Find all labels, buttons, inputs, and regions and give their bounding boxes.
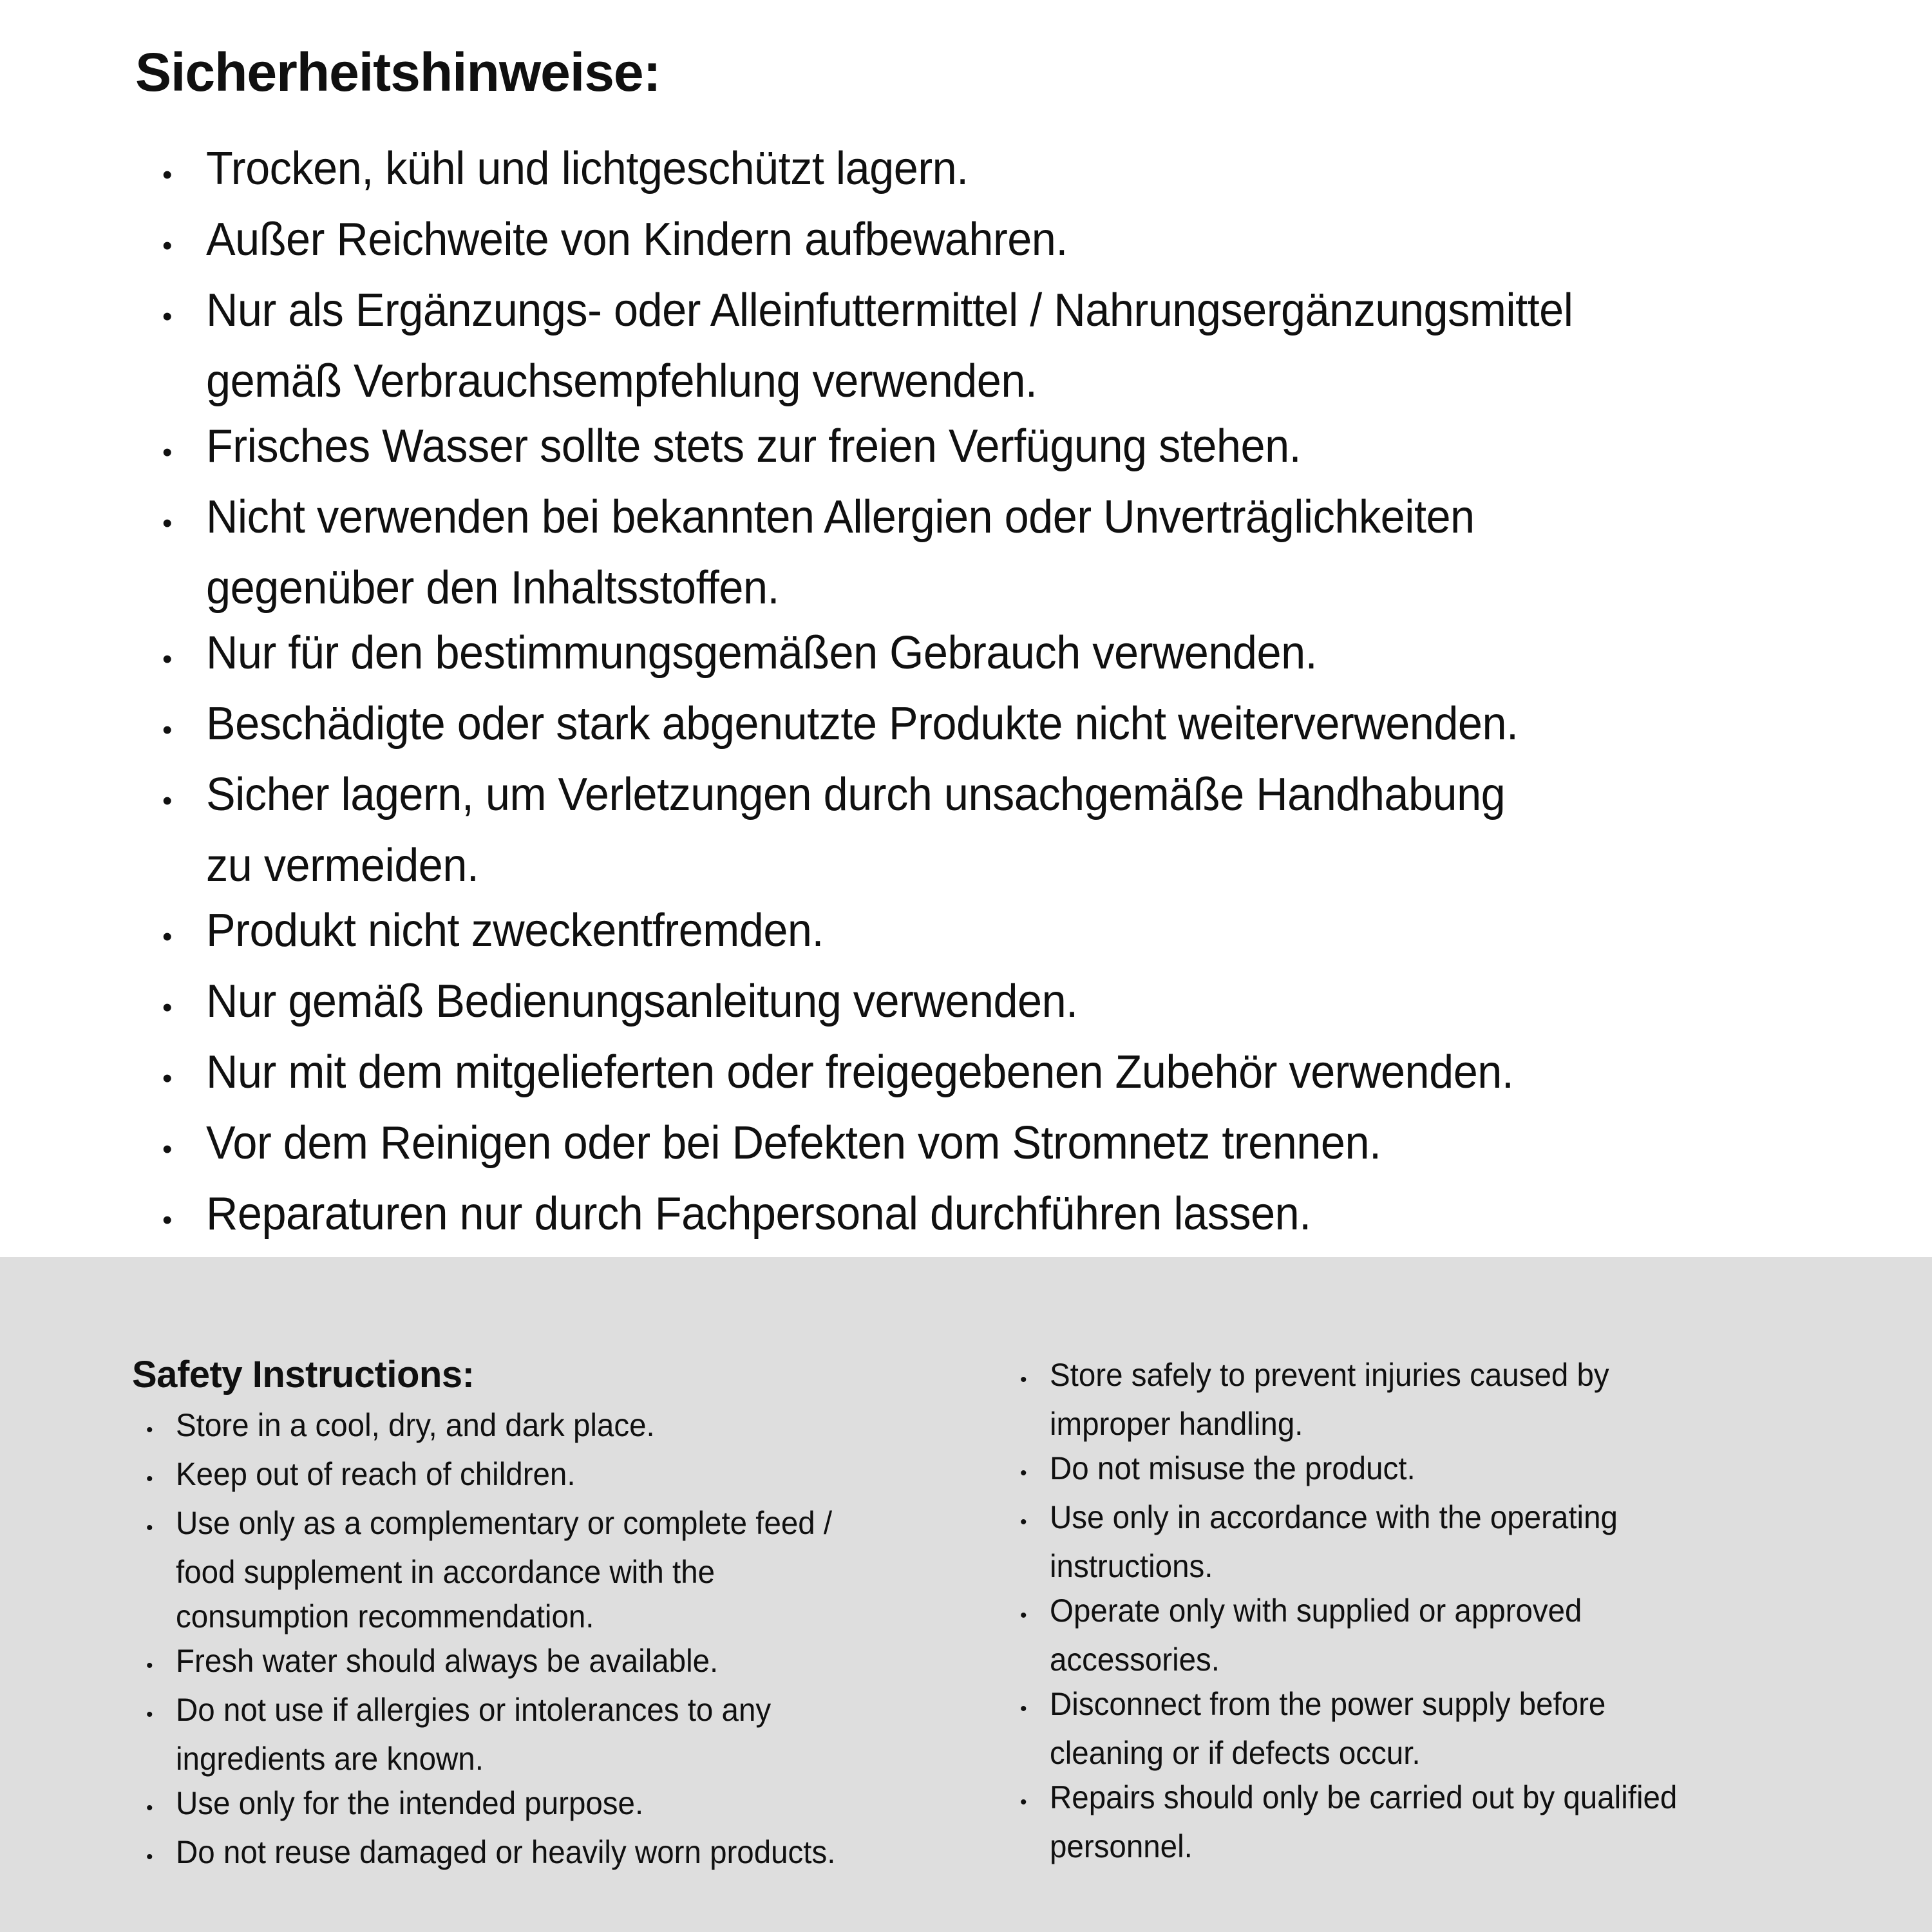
list-item	[138, 1403, 870, 1452]
list-item	[155, 621, 1645, 692]
english-safety-section	[0, 1257, 1932, 1932]
list-item	[138, 1501, 870, 1639]
bullet-text: gemäß Verbrauchsempfehlung verwenden.	[206, 355, 1037, 407]
bullet-text: Fresh water should always be available.	[176, 1643, 719, 1679]
list-item	[1012, 1495, 1710, 1589]
bullet-text: Sicher lagern, um Verletzungen durch unsachgemäße Handhabung	[206, 769, 1506, 820]
list-item	[1012, 1589, 1710, 1682]
bullet-text: Vor dem Reinigen oder bei Defekten vom Stromnetz trennen.	[206, 1117, 1381, 1169]
list-item	[155, 692, 1645, 762]
bullet-icon: •	[146, 1797, 153, 1819]
bullet-icon: •	[162, 1133, 172, 1165]
bullet-text: accessories.	[1050, 1642, 1220, 1678]
bullet-text: Nur als Ergänzungs- oder Alleinfuttermittel / Nahrungsergänzungsmittel	[206, 285, 1573, 336]
bullet-text: Use only as a complementary or complete feed /	[176, 1505, 833, 1541]
list-item	[155, 898, 1645, 969]
bullet-text: Beschädigte oder stark abgenutzte Produkte nicht weiterverwenden.	[206, 698, 1519, 750]
bullet-text: Produkt nicht zweckentfremden.	[206, 905, 824, 956]
bullet-icon: •	[146, 1846, 153, 1868]
english-heading: Safety Instructions:	[132, 1354, 475, 1396]
bullet-icon: •	[162, 301, 172, 332]
bullet-text: Nur mit dem mitgelieferten oder freigegebenen Zubehör verwenden.	[206, 1046, 1514, 1098]
bullet-text: Use only for the intended purpose.	[176, 1785, 644, 1821]
bullet-text: improper handling.	[1050, 1406, 1303, 1442]
english-bullet-list-left	[138, 1403, 870, 1879]
bullet-icon: •	[1020, 1511, 1027, 1533]
bullet-icon: •	[1020, 1605, 1027, 1626]
bullet-text: Nur für den bestimmungsgemäßen Gebrauch verwenden.	[206, 627, 1318, 679]
list-item	[1012, 1682, 1710, 1776]
list-item	[155, 1182, 1645, 1253]
bullet-icon: •	[162, 643, 172, 675]
bullet-icon: •	[146, 1468, 153, 1490]
bullet-text: Do not use if allergies or intolerances to any	[176, 1692, 772, 1728]
list-item	[1012, 1776, 1710, 1869]
bullet-icon: •	[162, 714, 172, 746]
bullet-text: Trocken, kühl und lichtgeschützt lagern.	[206, 143, 969, 194]
bullet-text: Store in a cool, dry, and dark place.	[176, 1407, 655, 1443]
german-heading: Sicherheitshinweise:	[135, 42, 661, 102]
list-item	[155, 207, 1645, 278]
list-item	[1012, 1353, 1710, 1446]
bullet-text: Nur gemäß Bedienungsanleitung verwenden.	[206, 976, 1078, 1027]
bullet-text: cleaning or if defects occur.	[1050, 1735, 1421, 1771]
bullet-icon: •	[146, 1655, 153, 1676]
bullet-icon: •	[162, 785, 172, 817]
bullet-icon: •	[162, 437, 172, 468]
list-item	[155, 1040, 1645, 1111]
list-item	[138, 1452, 870, 1501]
german-bullet-list	[155, 137, 1645, 1253]
list-item	[1012, 1446, 1710, 1495]
bullet-icon: •	[162, 159, 172, 191]
list-item	[155, 278, 1645, 414]
bullet-icon: •	[1020, 1369, 1027, 1390]
bullet-icon: •	[146, 1419, 153, 1441]
bullet-text: Do not misuse the product.	[1050, 1450, 1416, 1486]
bullet-text: Reparaturen nur durch Fachpersonal durchführen lassen.	[206, 1188, 1311, 1240]
list-item	[138, 1830, 870, 1879]
bullet-text: ingredients are known.	[176, 1741, 484, 1777]
bullet-text: personnel.	[1050, 1828, 1193, 1864]
bullet-icon: •	[1020, 1792, 1027, 1813]
list-item	[155, 137, 1645, 207]
bullet-text: Außer Reichweite von Kindern aufbewahren.	[206, 214, 1068, 265]
bullet-text: consumption recommendation.	[176, 1598, 594, 1634]
bullet-icon: •	[146, 1704, 153, 1725]
bullet-text: Nicht verwenden bei bekannten Allergien oder Unverträglichkeiten	[206, 491, 1475, 543]
bullet-icon: •	[162, 507, 172, 539]
bullet-text: Store safely to prevent injuries caused by	[1050, 1357, 1609, 1393]
list-item	[155, 762, 1645, 898]
list-item	[155, 485, 1645, 621]
bullet-icon: •	[162, 992, 172, 1023]
bullet-text: Use only in accordance with the operating	[1050, 1499, 1618, 1535]
bullet-text: gegenüber den Inhaltsstoffen.	[206, 562, 780, 614]
bullet-icon: •	[146, 1517, 153, 1539]
bullet-text: Repairs should only be carried out by qualified	[1050, 1779, 1678, 1815]
bullet-text: food supplement in accordance with the	[176, 1554, 715, 1590]
bullet-text: Disconnect from the power supply before	[1050, 1686, 1606, 1722]
list-item	[155, 1111, 1645, 1182]
english-bullet-list-right	[1012, 1353, 1710, 1869]
bullet-text: instructions.	[1050, 1548, 1213, 1584]
list-item	[155, 969, 1645, 1040]
bullet-icon: •	[162, 230, 172, 261]
list-item	[138, 1639, 870, 1688]
list-item	[138, 1688, 870, 1781]
bullet-icon: •	[162, 1063, 172, 1094]
bullet-text: Do not reuse damaged or heavily worn products.	[176, 1834, 836, 1870]
bullet-icon: •	[1020, 1463, 1027, 1484]
list-item	[138, 1781, 870, 1830]
bullet-icon: •	[162, 921, 172, 952]
bullet-text: Frisches Wasser sollte stets zur freien Verfügung stehen.	[206, 421, 1302, 472]
bullet-text: zu vermeiden.	[206, 840, 479, 891]
bullet-text: Operate only with supplied or approved	[1050, 1593, 1582, 1629]
bullet-icon: •	[162, 1204, 172, 1236]
bullet-icon: •	[1020, 1698, 1027, 1719]
bullet-text: Keep out of reach of children.	[176, 1456, 576, 1492]
list-item	[155, 414, 1645, 485]
